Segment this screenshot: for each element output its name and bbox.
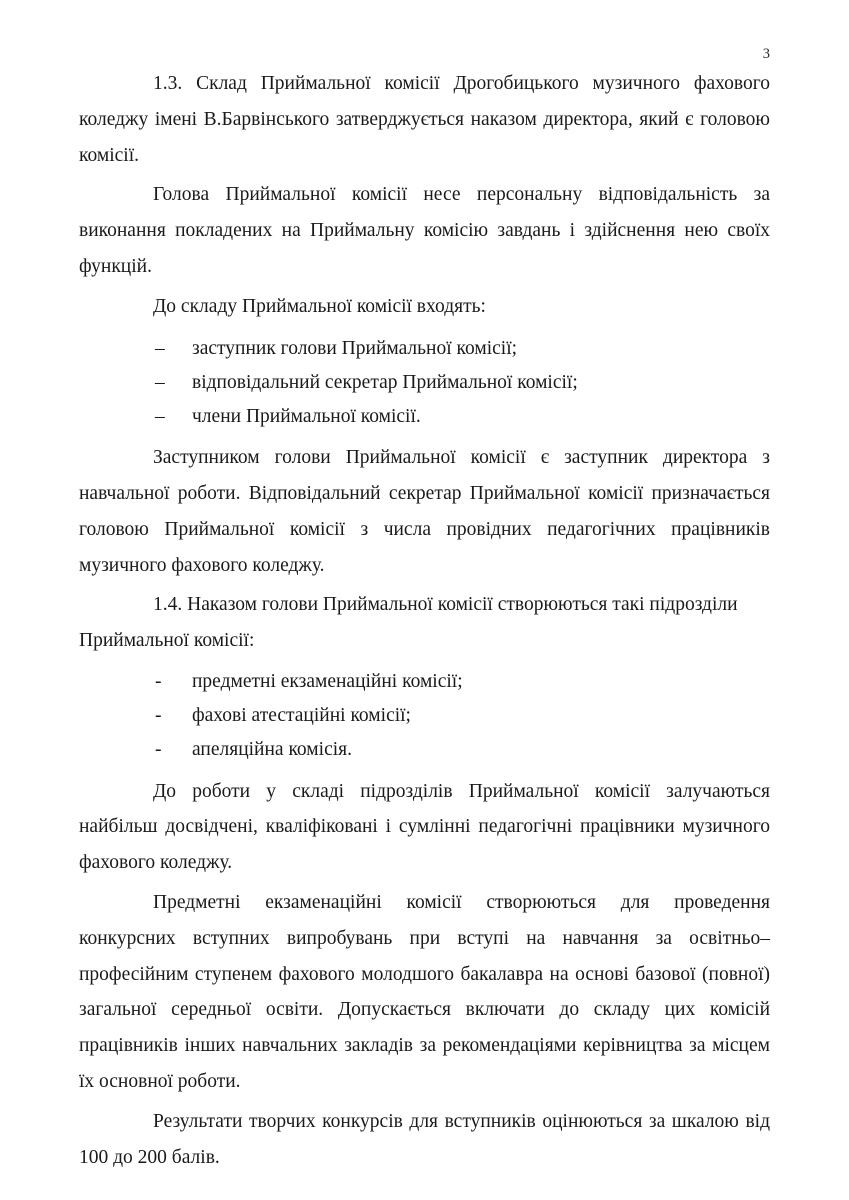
hyphen-marker-icon: -: [155, 739, 162, 761]
paragraph-members-intro: До складу Приймальної комісії входять:: [153, 295, 486, 317]
paragraph-subject-commissions: Предметні екзаменаційні комісії створюються для проведення конкурсних вступних випробувань при вступі на навчання за освітньо–професійним ступенем фахового молодшого бакалавра на основі базової (повної) загальної середньої освіти. Допускається включати до складу цих комісій працівників інших навчальних закладів за рекомендаціями керівництва за місцем їх основної роботи.: [79, 891, 770, 1092]
paragraph-clause-1-4: 1.4. Наказом голови Приймальної комісії створюються такі підрозділи Приймальної комісії:: [79, 594, 738, 652]
list-subdivisions: [79, 665, 770, 768]
list-item: [79, 699, 770, 733]
dash-marker-icon: –: [155, 405, 165, 427]
list-commission-members: [79, 332, 770, 435]
list-item: [79, 332, 770, 366]
list-item-label: заступник голови Приймальної комісії;: [192, 337, 518, 359]
list-item: [79, 665, 770, 699]
hyphen-marker-icon: -: [155, 705, 162, 727]
list-item-label: фахові атестаційні комісії;: [192, 705, 411, 727]
paragraph-clause-1-3: 1.3. Склад Приймальної комісії Дрогобицького музичного фахового коледжу імені В.Барвінського затверджується наказом директора, який є головою комісії.: [79, 73, 770, 166]
paragraph-creative-results: Результати творчих конкурсів для вступників оцінюються за шкалою від 100 до 200 балів.: [79, 1110, 770, 1168]
list-item-label: члени Приймальної комісії.: [192, 405, 421, 427]
dash-marker-icon: –: [155, 371, 165, 393]
list-item: [79, 366, 770, 400]
paragraph-deputy-chair: Заступником голови Приймальної комісії є заступник директора з навчальної роботи. Відповідальний секретар Приймальної комісії призначається головою Приймальної комісії з числа провідних педагогічних працівників музичного фахового коледжу.: [79, 447, 770, 576]
spacer: [79, 325, 770, 332]
list-item: [79, 400, 770, 434]
list-item-label: предметні екзаменаційні комісії;: [192, 670, 463, 692]
list-item: [79, 733, 770, 767]
dash-marker-icon: –: [155, 337, 165, 359]
hyphen-marker-icon: -: [155, 670, 162, 692]
paragraph-chair-responsibility: Голова Приймальної комісії несе персональну відповідальність за виконання покладених на Приймальну комісію завдань і здійснення нею своїх функцій.: [79, 184, 770, 277]
document-body: [79, 66, 770, 1175]
page-number: 3: [762, 46, 770, 62]
list-item-label: апеляційна комісія.: [192, 739, 352, 761]
list-item-label: відповідальний секретар Приймальної комісії;: [192, 371, 578, 393]
paragraph-staff-selection: До роботи у складі підрозділів Приймальної комісії залучаються найбільш досвідчені, кваліфіковані і сумлінні педагогічні працівники музичного фахового коледжу.: [79, 780, 770, 874]
